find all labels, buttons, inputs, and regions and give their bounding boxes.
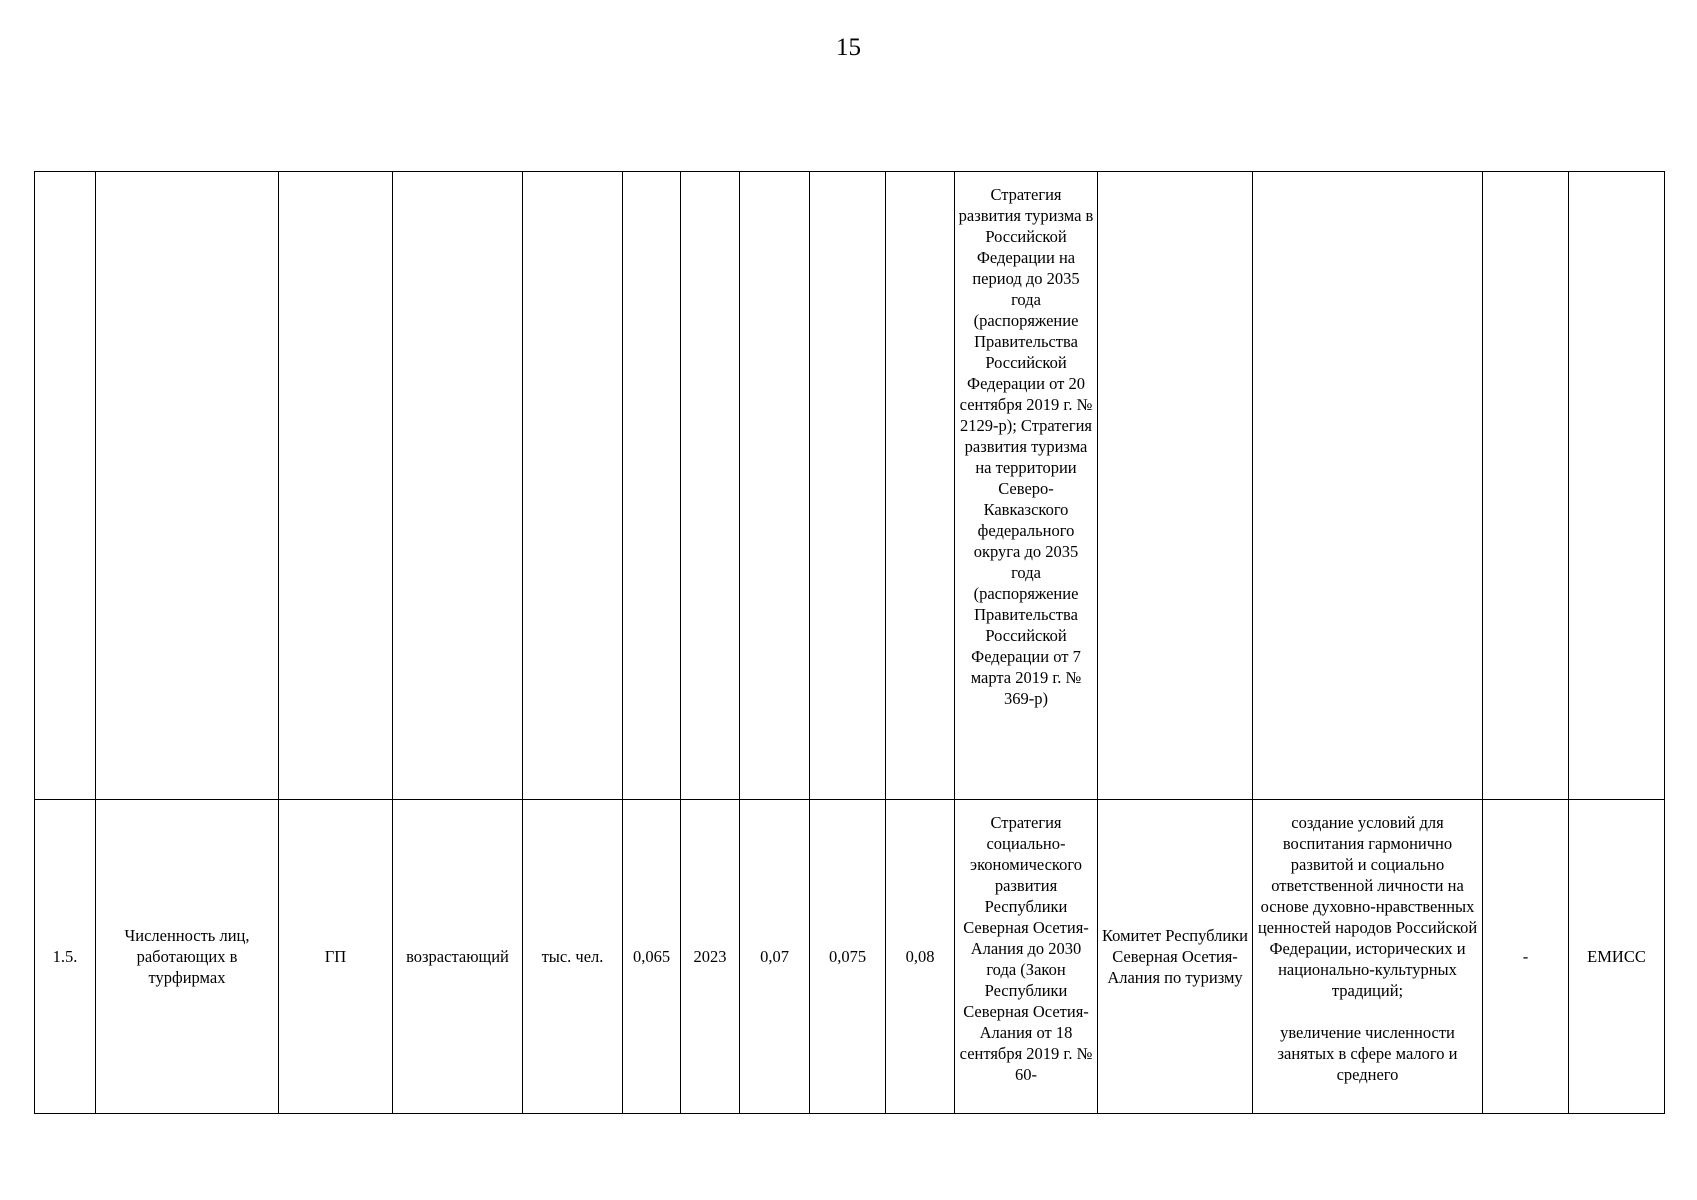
base-year-cell: 2023 <box>681 800 740 1114</box>
goals-cell <box>1253 800 1483 1114</box>
indicator-name-cell: Численность лиц, работающих в турфирмах <box>96 800 279 1114</box>
page-number: 15 <box>836 34 861 61</box>
table-row <box>35 172 1665 800</box>
responsible-cell: Комитет Республики Северная Осетия-Алания по туризму <box>1098 800 1253 1114</box>
cell-empty <box>1569 172 1665 800</box>
cell-empty <box>1253 172 1483 800</box>
cell-empty <box>96 172 279 800</box>
cell-empty <box>1098 172 1253 800</box>
cell-empty <box>623 172 681 800</box>
cell-empty <box>1483 172 1569 800</box>
indicators-table <box>34 171 1665 1114</box>
strategy-document-cell: Стратегия социально-экономического развития Республики Северная Осетия-Алания до 2030 года (Закон Республики Северная Осетия-Алания от 18 сентября 2019 г. № 60- <box>955 800 1098 1114</box>
cell-empty <box>523 172 623 800</box>
value-3-cell: 0,08 <box>886 800 955 1114</box>
table-row <box>35 800 1665 1114</box>
cell-empty <box>279 172 393 800</box>
unit-cell: тыс. чел. <box>523 800 623 1114</box>
link-cell: - <box>1483 800 1569 1114</box>
trend-cell: возрастающий <box>393 800 523 1114</box>
cell-empty <box>393 172 523 800</box>
row-number-cell: 1.5. <box>35 800 96 1114</box>
base-value-cell: 0,065 <box>623 800 681 1114</box>
cell-empty <box>810 172 886 800</box>
spacer <box>1256 1001 1479 1022</box>
indicator-level-cell: ГП <box>279 800 393 1114</box>
cell-empty <box>886 172 955 800</box>
value-1-cell: 0,07 <box>740 800 810 1114</box>
value-2-cell: 0,075 <box>810 800 886 1114</box>
strategy-documents-cell: Стратегия развития туризма в Российской Федерации на период до 2035 года (распоряжение Правительства Российской Федерации от 20 сентября 2019 г. № 2129-р); Стратегия развития туризма на территории Северо-Кавказского федерального округа до 2035 года (распоряжение Правительства Российской Федерации от 7 марта 2019 г. № 369-р) <box>955 172 1098 800</box>
source-cell: ЕМИСС <box>1569 800 1665 1114</box>
goal-text: увеличение численности занятых в сфере малого и среднего <box>1277 1023 1458 1084</box>
cell-empty <box>35 172 96 800</box>
cell-empty <box>740 172 810 800</box>
goal-text: создание условий для воспитания гармонично развитой и социально ответственной личности на основе духовно-нравственных ценностей народов Российской Федерации, исторических и национально-культурных традиций; <box>1257 813 1478 1000</box>
cell-empty <box>681 172 740 800</box>
